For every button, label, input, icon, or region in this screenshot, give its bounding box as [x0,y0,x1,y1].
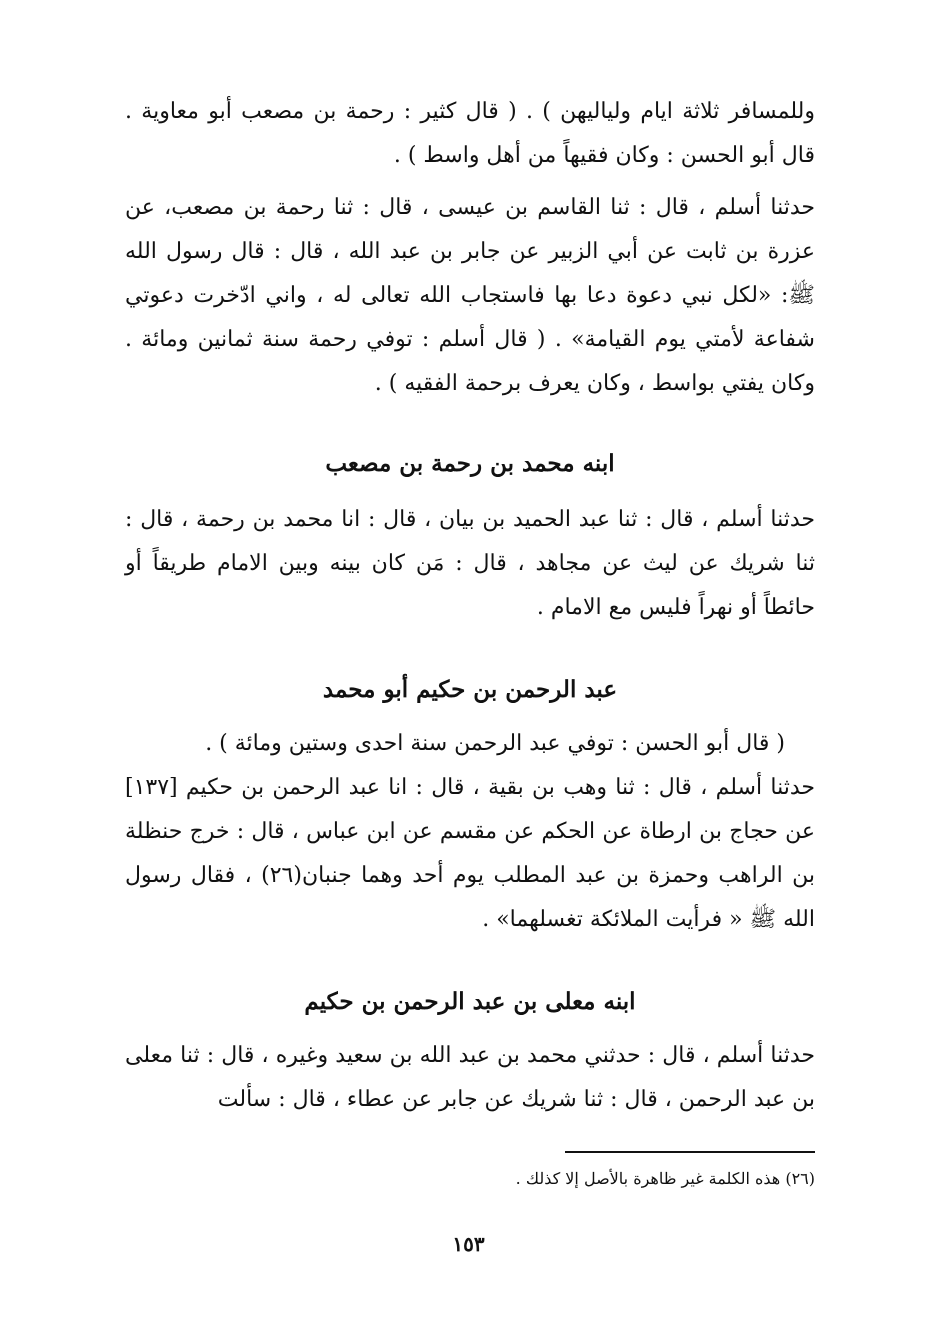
paragraph-1: وللمسافر ثلاثة ايام ولياليهن ) . ( قال كثير : رحمة بن مصعب أبو معاوية . قال أبو الحسن : وكان فقيهاً من أهل واسط ) . [125,99,815,168]
paragraph-2: حدثنا أسلم ، قال : ثنا القاسم بن عيسى ، قال : ثنا رحمة بن مصعب، عن عزرة بن ثابت عن أبي الزبير عن جابر بن عبد الله ، قال : قال رسول الله ﷺ: «لكل نبي دعوة دعا بها فاستجاب الله تعالى له ، واني ادّخرت دعوتي شفاعة لأمتي يوم القيامة» . ( قال أسلم : توفي رحمة سنة ثمانين ومائة . وكان يفتي بواسط ، وكان يعرف برحمة الفقيه ) . [125,195,815,396]
paragraph-5: حدثنا أسلم ، قال : ثنا وهب بن بقية ، قال : انا عبد الرحمن بن حكيم [١٣٧] عن حجاج بن ارطاة عن الحكم عن مقسم عن ابن عباس ، قال : خرج حنظلة بن الراهب وحمزة بن عبد المطلب يوم أحد وهما جنبان(٢٦) ، فقال رسول الله ﷺ « فرأيت الملائكة تغسلهما» . [125,775,815,932]
paragraph-3: حدثنا أسلم ، قال : ثنا عبد الحميد بن بيان ، قال : انا محمد بن رحمة ، قال : ثنا شريك عن ليث عن مجاهد ، قال : مَن كان بينه وبين الامام طريقاً أو حائطاً أو نهراً فليس مع الامام . [125,507,815,620]
footnote: (٢٦) هذه الكلمة غير ظاهرة بالأصل إلا كذلك . [515,1169,815,1188]
page-number: ١٥٣ [452,1232,485,1256]
paragraph-6: حدثنا أسلم ، قال : حدثني محمد بن عبد الله بن سعيد وغيره ، قال : ثنا معلى بن عبد الرحمن ، قال : ثنا شريك عن جابر عن عطاء ، قال : سألت [125,1043,815,1112]
paragraph-4: ( قال أبو الحسن : توفي عبد الرحمن سنة احدى وستين ومائة ) . [205,731,785,756]
section-heading-1: ابنه محمد بن رحمة بن مصعب [325,450,615,477]
footnote-divider [565,1151,815,1153]
section-heading-3: ابنه معلى بن عبد الرحمن بن حكيم [304,988,636,1015]
section-heading-2: عبد الرحمن بن حكيم أبو محمد [322,676,618,703]
